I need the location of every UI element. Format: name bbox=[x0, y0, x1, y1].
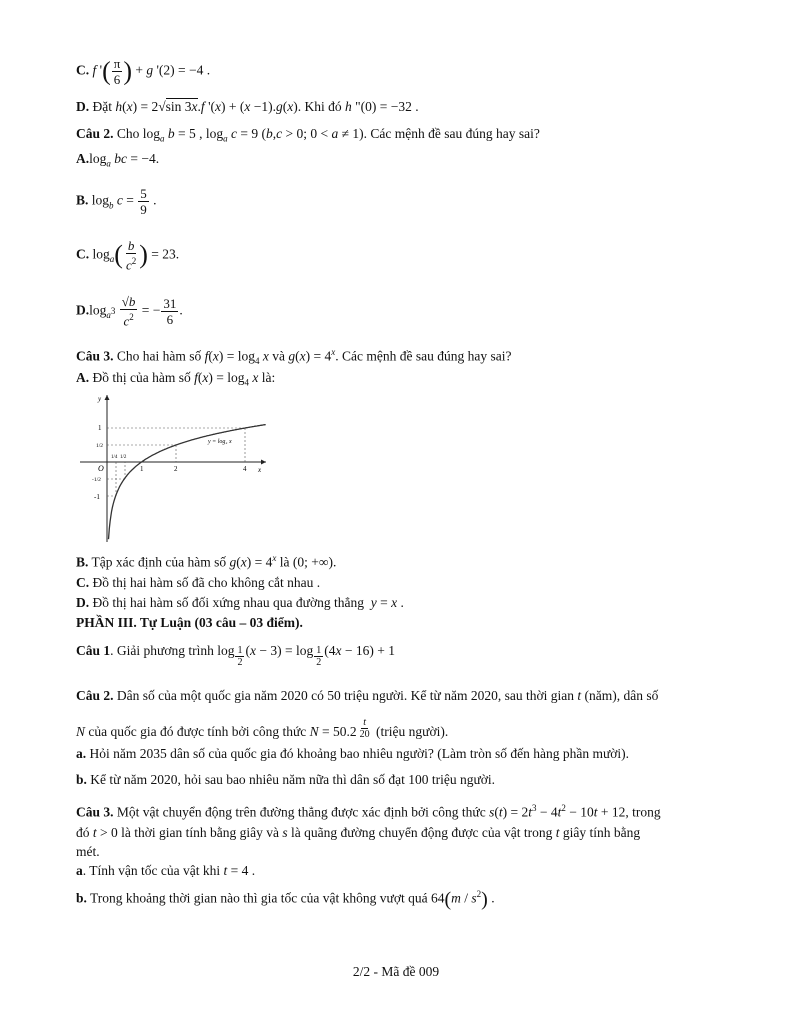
y-tick-neg-half: -1/2 bbox=[92, 477, 101, 483]
option-label: D. bbox=[76, 99, 90, 114]
y-tick-neg-1: -1 bbox=[94, 493, 100, 501]
section-title: PHẦN III. Tự Luận (03 câu – 03 điểm). bbox=[76, 615, 303, 630]
essay-q1: Câu 1. Giải phương trình log $_{\frac{1}{2}}$ (x − 3) = log $_{\frac{1}{2}}$ (4x − 16) + 1 bbox=[76, 643, 395, 669]
axis-y-label: y bbox=[98, 395, 102, 403]
option-a-q3: A. Đồ thị của hàm số $f(x) = \log_4 x$ là: bbox=[76, 370, 276, 388]
function-label: y = log₄ x bbox=[208, 439, 232, 445]
option-d-q2: $D.\log_{a^3}$ $\frac{√b}{c^2}$ = − $\frac{31}{6}$ . bbox=[76, 294, 183, 329]
page-footer: 2/2 - Mã đề 009 bbox=[352, 964, 440, 979]
x-tick-4: 4 bbox=[243, 465, 247, 473]
question-3: Câu 3. Cho hai hàm số $f(x) = \log_4 x$ và $g(x) = 4^x$. Các mệnh đề sau đúng hay sai? bbox=[76, 347, 512, 367]
log-curve bbox=[109, 425, 266, 540]
essay-q3: Câu 3. Một vật chuyển động trên đường thẳng được xác định bởi công thức $s(t) = 2t^3 - 4t^2 - 10t + 12$, trong bbox=[76, 803, 661, 820]
option-label: C. bbox=[76, 62, 90, 78]
y-tick-half: 1/2 bbox=[96, 443, 104, 449]
option-b-q3: B. Tập xác định của hàm số $g(x) = 4^x$ là (0; +∞). bbox=[76, 553, 337, 570]
x-tick-half: 1/2 bbox=[120, 455, 127, 460]
essay-q3b: b. Trong khoảng thời gian nào thì gia tốc của vật không vượt quá $64(m / s^2)$ . bbox=[76, 888, 495, 911]
essay-q2b: b. Kể từ năm 2020, hỏi sau bao nhiêu năm nữa thì dân số đạt 100 triệu người. bbox=[76, 772, 496, 787]
option-c-q2: C. $\log_a$( $\frac{b}{c^2}$ ) = 23. bbox=[76, 238, 180, 273]
option-c-q3: C. Đồ thị hai hàm số đã cho không cắt nhau . bbox=[76, 575, 321, 590]
x-arrow-icon bbox=[261, 460, 266, 465]
axis-x-label: x bbox=[258, 466, 262, 474]
option-b-q2: B. $\log_b c$ = $\frac{5}{9}$ . bbox=[76, 186, 157, 217]
option-c-q1: C. f '( $\frac{\pi}{6}$ ) + g '(2) = −4 . bbox=[76, 56, 211, 87]
y-tick-1: 1 bbox=[98, 424, 102, 432]
option-d-q1: D. Đặt h(x) = 2√sin 3x.f '(x) + (x −1).g(x). Khi đó h "(0) = −32 . bbox=[76, 99, 419, 114]
essay-q3-line3: mét. bbox=[76, 844, 100, 859]
option-d-q3: D. Đồ thị hai hàm số đối xứng nhau qua đường thẳng y = x . bbox=[76, 595, 404, 610]
essay-q2: Câu 2. Dân số của một quốc gia năm 2020 có 50 triệu người. Kể từ năm 2020, sau thời gian t (năm), dân số bbox=[76, 688, 659, 703]
x-tick-quarter: 1/4 bbox=[111, 455, 118, 460]
y-arrow-icon bbox=[105, 395, 110, 400]
x-tick-1: 1 bbox=[140, 465, 144, 473]
x-tick-2: 2 bbox=[174, 465, 178, 473]
essay-q3-line2: đó t > 0 là thời gian tính bằng giây và s là quãng đường chuyển động được của vật trong t giây tính bằng bbox=[76, 825, 641, 840]
option-a-q2: $A.\log_a$ bc = −4. bbox=[76, 151, 160, 169]
fraction: $\frac{\pi}{6}$ bbox=[113, 56, 121, 87]
log-graph bbox=[80, 392, 270, 544]
origin-label: O bbox=[98, 464, 104, 473]
question-2: Câu 2. Cho $\log_a b = 5$ , $\log_a c = 9$ (b,c > 0; 0 < a ≠ 1). Các mệnh đề sau đúng hay sai? bbox=[76, 126, 540, 144]
essay-q2a: a. Hỏi năm 2035 dân số của quốc gia đó khoảng bao nhiêu người? (Làm tròn số đến hàng phần mười). bbox=[76, 746, 630, 761]
essay-q2-line2: N của quốc gia đó được tính bởi công thức N = 50.2 $^{\frac{t}{20}}$ (triệu người). bbox=[76, 717, 449, 740]
essay-q3a: a. Tính vận tốc của vật khi t = 4 . bbox=[76, 863, 256, 878]
